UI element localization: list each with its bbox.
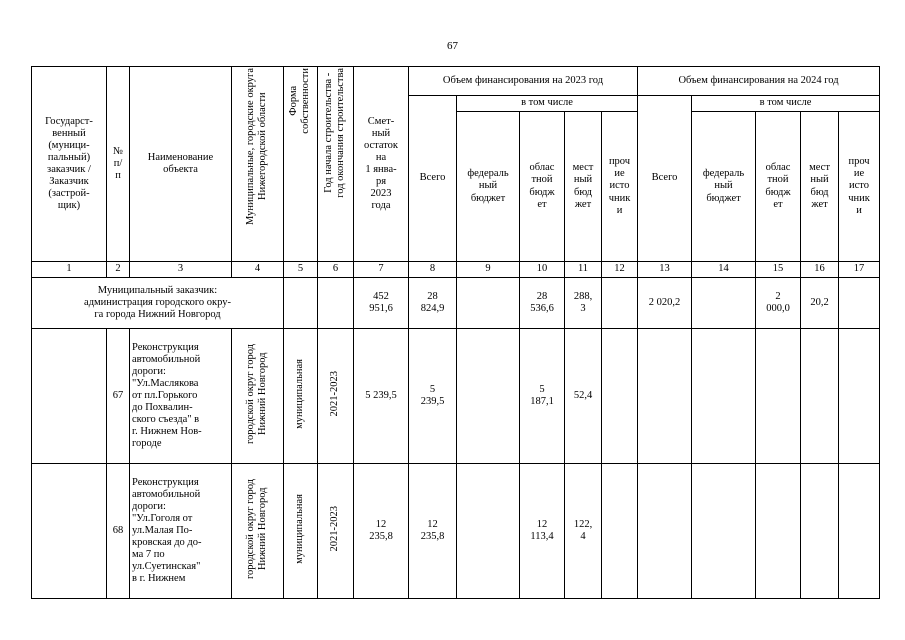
customer-federal-2023: [457, 278, 520, 329]
header-customer: Государст- венный (муници- пальный) заказчик / Заказчик (застрой- щик): [32, 67, 107, 262]
row-name: Реконструкция автомобильной дороги: "Ул.Гоголя от ул.Малая По- кровская до до- ма 7 по ул.Суетинская" в г. Нижнем: [130, 464, 232, 599]
header-num: № п/ п: [107, 67, 130, 262]
row-ownership: муниципальная: [294, 359, 306, 429]
col-number: 1: [32, 262, 107, 278]
row-district-cell: [232, 329, 284, 464]
col-number: 6: [318, 262, 354, 278]
row-ownership: муниципальная: [294, 494, 306, 564]
header-other-2024: проч ие исто чник и: [839, 112, 880, 262]
header-incl-2023: в том числе: [457, 96, 638, 112]
row-total-2023: 5 239,5: [409, 329, 457, 464]
col-number: 16: [801, 262, 839, 278]
row-regional-2024: [756, 329, 801, 464]
empty-cell: [318, 278, 354, 329]
row-balance: 5 239,5: [354, 329, 409, 464]
row-ownership-cell: [284, 329, 318, 464]
row-regional-2024: [756, 464, 801, 599]
row-district-cell: [232, 464, 284, 599]
row-balance: 12 235,8: [354, 464, 409, 599]
row-federal-2023: [457, 329, 520, 464]
col-number: 4: [232, 262, 284, 278]
col-number: 15: [756, 262, 801, 278]
table-row: [32, 329, 880, 464]
row-total-2024: [638, 329, 692, 464]
col-number: 12: [602, 262, 638, 278]
header-regional-2023: облас тной бюдж ет: [520, 112, 565, 262]
header-district-cell: [232, 67, 284, 262]
header-ownership-cell: [284, 67, 318, 262]
customer-local-2023: 288, 3: [565, 278, 602, 329]
row-other-2023: [602, 464, 638, 599]
col-number: 3: [130, 262, 232, 278]
row-regional-2023: 5 187,1: [520, 329, 565, 464]
header-federal-2023: федераль ный бюджет: [457, 112, 520, 262]
customer-row: [32, 278, 880, 329]
row-years: 2021-2023: [329, 506, 341, 552]
row-other-2024: [839, 464, 880, 599]
col-number: 7: [354, 262, 409, 278]
header-total-2024: Всего: [638, 96, 692, 262]
header-years-cell: [318, 67, 354, 262]
header-regional-2024: облас тной бюдж ет: [756, 112, 801, 262]
row-years-cell: [318, 329, 354, 464]
row-local-2024: [801, 464, 839, 599]
row-num: 67: [107, 329, 130, 464]
row-local-2024: [801, 329, 839, 464]
col-number: 10: [520, 262, 565, 278]
customer-total-2024: 2 020,2: [638, 278, 692, 329]
row-federal-2024: [692, 329, 756, 464]
row-years: 2021-2023: [329, 371, 341, 417]
header-federal-2024: федераль ный бюджет: [692, 112, 756, 262]
col-number: 11: [565, 262, 602, 278]
header-years: Год начала строительства - год окончания строительства: [323, 68, 347, 198]
customer-label: Муниципальный заказчик: администрация городского окру- га города Нижний Новгород: [32, 278, 284, 329]
row-district: городской округ город Нижний Новгород: [245, 343, 269, 444]
customer-regional-2023: 28 536,6: [520, 278, 565, 329]
row-federal-2024: [692, 464, 756, 599]
customer-other-2024: [839, 278, 880, 329]
empty-cell: [32, 329, 107, 464]
customer-balance: 452 951,6: [354, 278, 409, 329]
header-local-2023: мест ный бюд жет: [565, 112, 602, 262]
col-number: 8: [409, 262, 457, 278]
page-number: 67: [447, 40, 458, 52]
financing-table: [31, 66, 880, 599]
header-fin2023: Объем финансирования на 2023 год: [409, 67, 638, 96]
row-years-cell: [318, 464, 354, 599]
column-number-row: [32, 262, 880, 278]
customer-regional-2024: 2 000,0: [756, 278, 801, 329]
customer-total-2023: 28 824,9: [409, 278, 457, 329]
col-number: 17: [839, 262, 880, 278]
empty-cell: [32, 464, 107, 599]
row-other-2024: [839, 329, 880, 464]
row-num: 68: [107, 464, 130, 599]
col-number: 2: [107, 262, 130, 278]
row-local-2023: 122, 4: [565, 464, 602, 599]
row-other-2023: [602, 329, 638, 464]
header-fin2024: Объем финансирования на 2024 год: [638, 67, 880, 96]
col-number: 14: [692, 262, 756, 278]
header-total-2023: Всего: [409, 96, 457, 262]
row-ownership-cell: [284, 464, 318, 599]
row-name: Реконструкция автомобильной дороги: "Ул.Маслякова от пл.Горького до Похвалин- ского съезда" в г. Нижнем Нов- городе: [130, 329, 232, 464]
col-number: 9: [457, 262, 520, 278]
empty-cell: [284, 278, 318, 329]
header-local-2024: мест ный бюд жет: [801, 112, 839, 262]
customer-federal-2024: [692, 278, 756, 329]
col-number: 13: [638, 262, 692, 278]
col-number: 5: [284, 262, 318, 278]
header-other-2023: проч ие исто чник и: [602, 112, 638, 262]
row-local-2023: 52,4: [565, 329, 602, 464]
row-total-2024: [638, 464, 692, 599]
header-name: Наименование объекта: [130, 67, 232, 262]
customer-other-2023: [602, 278, 638, 329]
table-row: [32, 464, 880, 599]
customer-local-2024: 20,2: [801, 278, 839, 329]
row-federal-2023: [457, 464, 520, 599]
header-balance: Смет- ный остаток на 1 янва- ря 2023 года: [354, 67, 409, 262]
header-ownership: Форма собственности: [288, 68, 312, 134]
row-total-2023: 12 235,8: [409, 464, 457, 599]
row-regional-2023: 12 113,4: [520, 464, 565, 599]
header-district: Муниципальные, городские округа Нижегородской области: [245, 68, 269, 225]
header-incl-2024: в том числе: [692, 96, 880, 112]
row-district: городской округ город Нижний Новгород: [245, 478, 269, 579]
